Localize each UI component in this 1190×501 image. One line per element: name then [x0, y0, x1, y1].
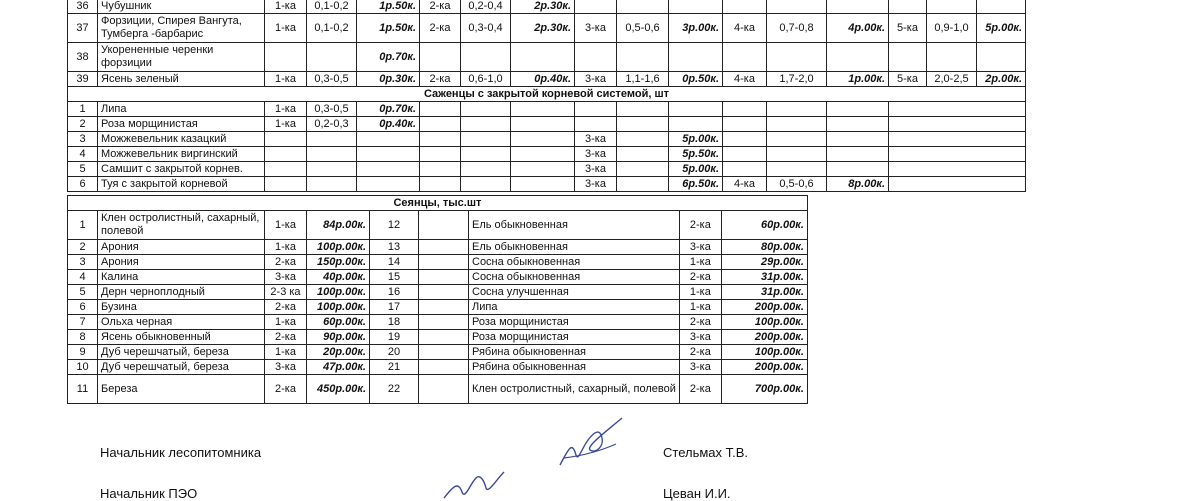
table-row — [68, 177, 1026, 192]
price-cell: 5р.50к. — [669, 147, 723, 162]
grade-cell: 3-ка — [265, 270, 307, 285]
plant-name: Укорененные черенки форзиции — [98, 43, 265, 72]
grade-cell: 1-ка — [265, 117, 307, 132]
grade-cell: 2-ка — [265, 330, 307, 345]
row-number: 22 — [370, 375, 419, 404]
price-cell: 90р.00к. — [307, 330, 370, 345]
section-row — [68, 87, 1026, 102]
price-cell: 5р.00к. — [669, 162, 723, 177]
grade-cell: 2-ка — [420, 14, 461, 43]
price-cell: 2р.30к. — [511, 0, 575, 14]
row-number: 1 — [68, 102, 98, 117]
table-row — [68, 255, 808, 270]
grade-cell — [265, 162, 307, 177]
grade-cell: 4-ка — [723, 177, 767, 192]
grade-cell: 3-ка — [575, 72, 617, 87]
plant-name: Бузина — [98, 300, 265, 315]
height-cell — [461, 43, 511, 72]
row-number: 17 — [370, 300, 419, 315]
empty-cell — [419, 255, 469, 270]
row-number: 37 — [68, 14, 98, 43]
price-cell: 20р.00к. — [307, 345, 370, 360]
height-cell: 0,9-1,0 — [927, 14, 977, 43]
price-cell: 60р.00к. — [721, 211, 807, 240]
signature-role-nursery-head: Начальник лесопитомника — [100, 445, 262, 460]
height-cell — [307, 162, 357, 177]
plant-name: Форзиции, Спирея Вангута, Тумберга -барбарис — [98, 14, 265, 43]
row-number: 1 — [68, 211, 98, 240]
plant-name: Арония — [98, 255, 265, 270]
grade-cell — [889, 0, 927, 14]
row-number: 5 — [68, 162, 98, 177]
price-cell — [511, 117, 575, 132]
grade-cell: 3-ка — [575, 132, 617, 147]
price-cell: 60р.00к. — [307, 315, 370, 330]
grade-cell: 3-ка — [575, 177, 617, 192]
price-cell — [357, 162, 420, 177]
price-cell — [511, 102, 575, 117]
row-number: 15 — [370, 270, 419, 285]
plant-name: Дуб черешчатый, береза — [98, 345, 265, 360]
grade-cell — [265, 177, 307, 192]
row-number: 11 — [68, 375, 98, 404]
height-cell — [307, 132, 357, 147]
grade-cell: 1-ка — [679, 285, 721, 300]
table-row — [68, 132, 1026, 147]
empty-cell — [419, 330, 469, 345]
grade-cell: 3-ка — [575, 147, 617, 162]
table-row — [68, 315, 808, 330]
empty-cell — [419, 270, 469, 285]
height-cell — [617, 147, 669, 162]
height-cell: 0,7-0,8 — [767, 14, 827, 43]
price-cell: 200р.00к. — [721, 360, 807, 375]
section-title-seedlings: Сеянцы, тыс.шт — [68, 196, 808, 211]
table-row — [68, 72, 1026, 87]
plant-name: Дуб черешчатый, береза — [98, 360, 265, 375]
empty-cell — [419, 360, 469, 375]
grade-cell: 1-ка — [679, 300, 721, 315]
empty-cell — [889, 132, 1026, 147]
empty-cell — [889, 147, 1026, 162]
row-number: 5 — [68, 285, 98, 300]
table-row — [68, 43, 1026, 72]
table-row — [68, 102, 1026, 117]
grade-cell — [420, 117, 461, 132]
price-cell: 40р.00к. — [307, 270, 370, 285]
height-cell — [767, 147, 827, 162]
grade-cell: 2-ка — [679, 270, 721, 285]
empty-cell — [419, 375, 469, 404]
row-number: 8 — [68, 330, 98, 345]
price-cell — [669, 0, 723, 14]
plant-name: Самшит с закрытой корнев. — [98, 162, 265, 177]
nursery-price-table — [67, 0, 1026, 192]
height-cell: 0,3-0,5 — [307, 102, 357, 117]
grade-cell — [575, 0, 617, 14]
price-cell — [511, 177, 575, 192]
grade-cell: 2-ка — [420, 0, 461, 14]
price-cell: 0р.40к. — [511, 72, 575, 87]
plant-name: Липа — [98, 102, 265, 117]
grade-cell — [889, 43, 927, 72]
row-number: 20 — [370, 345, 419, 360]
height-cell — [617, 43, 669, 72]
grade-cell: 3-ка — [575, 162, 617, 177]
row-number: 10 — [68, 360, 98, 375]
row-number: 6 — [68, 177, 98, 192]
price-cell: 80р.00к. — [721, 240, 807, 255]
grade-cell — [723, 117, 767, 132]
row-number: 36 — [68, 0, 98, 14]
grade-cell: 1-ка — [265, 211, 307, 240]
price-cell — [827, 147, 889, 162]
price-cell: 0р.30к. — [357, 72, 420, 87]
height-cell — [461, 162, 511, 177]
plant-name: Липа — [469, 300, 680, 315]
height-cell — [461, 147, 511, 162]
grade-cell — [420, 43, 461, 72]
price-cell: 200р.00к. — [721, 330, 807, 345]
handwritten-signature-2 — [440, 470, 510, 500]
plant-name: Можжевельник казацкий — [98, 132, 265, 147]
height-cell — [307, 147, 357, 162]
price-cell — [511, 132, 575, 147]
grade-cell: 2-ка — [679, 375, 721, 404]
price-cell: 2р.00к. — [977, 72, 1026, 87]
price-cell — [511, 43, 575, 72]
height-cell — [617, 117, 669, 132]
table-row — [68, 360, 808, 375]
price-cell: 100р.00к. — [307, 240, 370, 255]
plant-name: Роза морщинистая — [469, 315, 680, 330]
price-cell — [669, 43, 723, 72]
grade-cell: 3-ка — [265, 360, 307, 375]
row-number: 2 — [68, 117, 98, 132]
price-cell: 100р.00к. — [307, 285, 370, 300]
grade-cell — [575, 43, 617, 72]
grade-cell: 3-ка — [679, 360, 721, 375]
price-cell: 4р.00к. — [827, 14, 889, 43]
grade-cell: 5-ка — [889, 14, 927, 43]
section-title-closed-root: Саженцы с закрытой корневой системой, шт — [68, 87, 1026, 102]
grade-cell — [723, 43, 767, 72]
height-cell — [767, 102, 827, 117]
price-cell — [827, 117, 889, 132]
grade-cell: 1-ка — [265, 72, 307, 87]
empty-cell — [419, 240, 469, 255]
price-cell — [827, 162, 889, 177]
height-cell — [461, 102, 511, 117]
signature-name-peo-head: Цеван И.И. — [663, 486, 731, 501]
price-cell: 1р.50к. — [357, 0, 420, 14]
grade-cell: 2-ка — [265, 375, 307, 404]
price-cell — [827, 132, 889, 147]
grade-cell — [723, 0, 767, 14]
height-cell: 0,6-1,0 — [461, 72, 511, 87]
height-cell — [767, 43, 827, 72]
height-cell: 2,0-2,5 — [927, 72, 977, 87]
price-cell: 1р.00к. — [827, 72, 889, 87]
row-number: 7 — [68, 315, 98, 330]
row-number: 14 — [370, 255, 419, 270]
grade-cell: 1-ка — [265, 345, 307, 360]
table-row — [68, 300, 808, 315]
price-cell — [511, 147, 575, 162]
price-cell: 700р.00к. — [721, 375, 807, 404]
row-number: 4 — [68, 147, 98, 162]
grade-cell — [420, 147, 461, 162]
plant-name: Ясень зеленый — [98, 72, 265, 87]
price-cell: 47р.00к. — [307, 360, 370, 375]
price-cell: 0р.50к. — [669, 72, 723, 87]
grade-cell: 1-ка — [265, 0, 307, 14]
row-number: 6 — [68, 300, 98, 315]
empty-cell — [889, 177, 1026, 192]
grade-cell: 5-ка — [889, 72, 927, 87]
grade-cell: 4-ка — [723, 72, 767, 87]
height-cell: 0,5-0,6 — [767, 177, 827, 192]
grade-cell: 2-ка — [679, 211, 721, 240]
grade-cell: 1-ка — [265, 14, 307, 43]
table-row — [68, 240, 808, 255]
price-cell: 31р.00к. — [721, 285, 807, 300]
table-row — [68, 270, 808, 285]
row-number: 18 — [370, 315, 419, 330]
height-cell — [767, 162, 827, 177]
table-row — [68, 0, 1026, 14]
plant-name: Роза морщинистая — [469, 330, 680, 345]
price-cell: 1р.50к. — [357, 14, 420, 43]
price-cell — [977, 0, 1026, 14]
signature-name-nursery-head: Стельмах Т.В. — [663, 445, 749, 460]
grade-cell — [420, 162, 461, 177]
row-number: 3 — [68, 255, 98, 270]
price-cell: 0р.70к. — [357, 102, 420, 117]
grade-cell: 2-3 ка — [265, 285, 307, 300]
empty-cell — [419, 315, 469, 330]
row-number: 4 — [68, 270, 98, 285]
table-row — [68, 117, 1026, 132]
plant-name: Ясень обыкновенный — [98, 330, 265, 345]
plant-name: Береза — [98, 375, 265, 404]
height-cell — [461, 177, 511, 192]
empty-cell — [419, 285, 469, 300]
empty-cell — [419, 211, 469, 240]
grade-cell — [723, 132, 767, 147]
plant-name: Арония — [98, 240, 265, 255]
table-row — [68, 14, 1026, 43]
row-number: 3 — [68, 132, 98, 147]
height-cell — [617, 0, 669, 14]
row-number: 19 — [370, 330, 419, 345]
grade-cell — [723, 162, 767, 177]
price-cell — [357, 177, 420, 192]
row-number: 16 — [370, 285, 419, 300]
plant-name: Рябина обыкновенная — [469, 345, 680, 360]
signature-role-peo-head: Начальник ПЭО — [100, 486, 198, 501]
grade-cell — [723, 102, 767, 117]
grade-cell: 3-ка — [679, 330, 721, 345]
plant-name: Чубушник — [98, 0, 265, 14]
plant-name: Роза морщинистая — [98, 117, 265, 132]
height-cell: 1,7-2,0 — [767, 72, 827, 87]
price-cell — [827, 43, 889, 72]
price-cell — [827, 102, 889, 117]
height-cell — [767, 0, 827, 14]
grade-cell — [265, 147, 307, 162]
table-row — [68, 162, 1026, 177]
row-number: 12 — [370, 211, 419, 240]
price-cell: 450р.00к. — [307, 375, 370, 404]
handwritten-signature-1 — [550, 410, 630, 480]
grade-cell: 3-ка — [575, 14, 617, 43]
height-cell: 1,1-1,6 — [617, 72, 669, 87]
table-row — [68, 330, 808, 345]
row-number: 2 — [68, 240, 98, 255]
price-cell — [827, 0, 889, 14]
plant-name: Ель обыкновенная — [469, 240, 680, 255]
empty-cell — [889, 102, 1026, 117]
price-cell: 8р.00к. — [827, 177, 889, 192]
grade-cell: 1-ка — [679, 255, 721, 270]
plant-name: Клен остролистный, сахарный, полевой — [98, 211, 265, 240]
height-cell — [927, 0, 977, 14]
price-cell — [669, 102, 723, 117]
grade-cell — [265, 43, 307, 72]
empty-cell — [889, 162, 1026, 177]
price-cell: 3р.00к. — [669, 14, 723, 43]
height-cell: 0,3-0,4 — [461, 14, 511, 43]
price-cell: 29р.00к. — [721, 255, 807, 270]
grade-cell: 2-ка — [420, 72, 461, 87]
price-cell: 150р.00к. — [307, 255, 370, 270]
plant-name: Можжевельник виргинский — [98, 147, 265, 162]
height-cell: 0,1-0,2 — [307, 0, 357, 14]
price-cell: 100р.00к. — [307, 300, 370, 315]
table-row — [68, 211, 808, 240]
grade-cell — [420, 132, 461, 147]
empty-cell — [419, 300, 469, 315]
height-cell — [461, 132, 511, 147]
price-cell: 31р.00к. — [721, 270, 807, 285]
price-cell: 5р.00к. — [669, 132, 723, 147]
price-cell — [669, 117, 723, 132]
grade-cell — [420, 177, 461, 192]
height-cell — [927, 43, 977, 72]
grade-cell — [723, 147, 767, 162]
plant-name: Калина — [98, 270, 265, 285]
grade-cell: 1-ка — [265, 102, 307, 117]
row-number: 39 — [68, 72, 98, 87]
price-cell — [357, 132, 420, 147]
price-cell: 200р.00к. — [721, 300, 807, 315]
grade-cell — [265, 132, 307, 147]
grade-cell — [575, 102, 617, 117]
height-cell — [461, 117, 511, 132]
row-number: 38 — [68, 43, 98, 72]
empty-cell — [419, 345, 469, 360]
price-cell — [357, 147, 420, 162]
price-cell: 6р.50к. — [669, 177, 723, 192]
height-cell: 0,3-0,5 — [307, 72, 357, 87]
table-row — [68, 345, 808, 360]
plant-name: Ель обыкновенная — [469, 211, 680, 240]
plant-name: Клен остролистный, сахарный, полевой — [469, 375, 680, 404]
height-cell — [767, 132, 827, 147]
row-number: 21 — [370, 360, 419, 375]
grade-cell: 3-ка — [679, 240, 721, 255]
row-number: 9 — [68, 345, 98, 360]
price-cell: 84р.00к. — [307, 211, 370, 240]
height-cell — [617, 177, 669, 192]
height-cell — [307, 43, 357, 72]
grade-cell: 1-ка — [265, 240, 307, 255]
price-cell: 0р.40к. — [357, 117, 420, 132]
plant-name: Сосна улучшенная — [469, 285, 680, 300]
price-cell: 100р.00к. — [721, 315, 807, 330]
table-row — [68, 147, 1026, 162]
plant-name: Дерн черноплодный — [98, 285, 265, 300]
grade-cell: 2-ка — [679, 345, 721, 360]
grade-cell: 1-ка — [265, 315, 307, 330]
grade-cell — [420, 102, 461, 117]
price-cell — [511, 162, 575, 177]
price-cell: 100р.00к. — [721, 345, 807, 360]
grade-cell: 4-ка — [723, 14, 767, 43]
height-cell — [767, 117, 827, 132]
grade-cell: 2-ка — [265, 255, 307, 270]
grade-cell — [575, 117, 617, 132]
row-number: 13 — [370, 240, 419, 255]
empty-cell — [889, 117, 1026, 132]
height-cell — [617, 102, 669, 117]
plant-name: Ольха черная — [98, 315, 265, 330]
price-cell: 2р.30к. — [511, 14, 575, 43]
height-cell — [307, 177, 357, 192]
table-row — [68, 285, 808, 300]
height-cell: 0,1-0,2 — [307, 14, 357, 43]
seedlings-price-table — [67, 195, 808, 404]
height-cell: 0,5-0,6 — [617, 14, 669, 43]
height-cell — [617, 162, 669, 177]
plant-name: Сосна обыкновенная — [469, 270, 680, 285]
plant-name: Сосна обыкновенная — [469, 255, 680, 270]
plant-name: Туя с закрытой корневой — [98, 177, 265, 192]
price-cell — [977, 43, 1026, 72]
plant-name: Рябина обыкновенная — [469, 360, 680, 375]
table-row — [68, 375, 808, 404]
height-cell: 0,2-0,4 — [461, 0, 511, 14]
height-cell: 0,2-0,3 — [307, 117, 357, 132]
height-cell — [617, 132, 669, 147]
price-cell: 5р.00к. — [977, 14, 1026, 43]
grade-cell: 2-ка — [265, 300, 307, 315]
grade-cell: 2-ка — [679, 315, 721, 330]
price-cell: 0р.70к. — [357, 43, 420, 72]
